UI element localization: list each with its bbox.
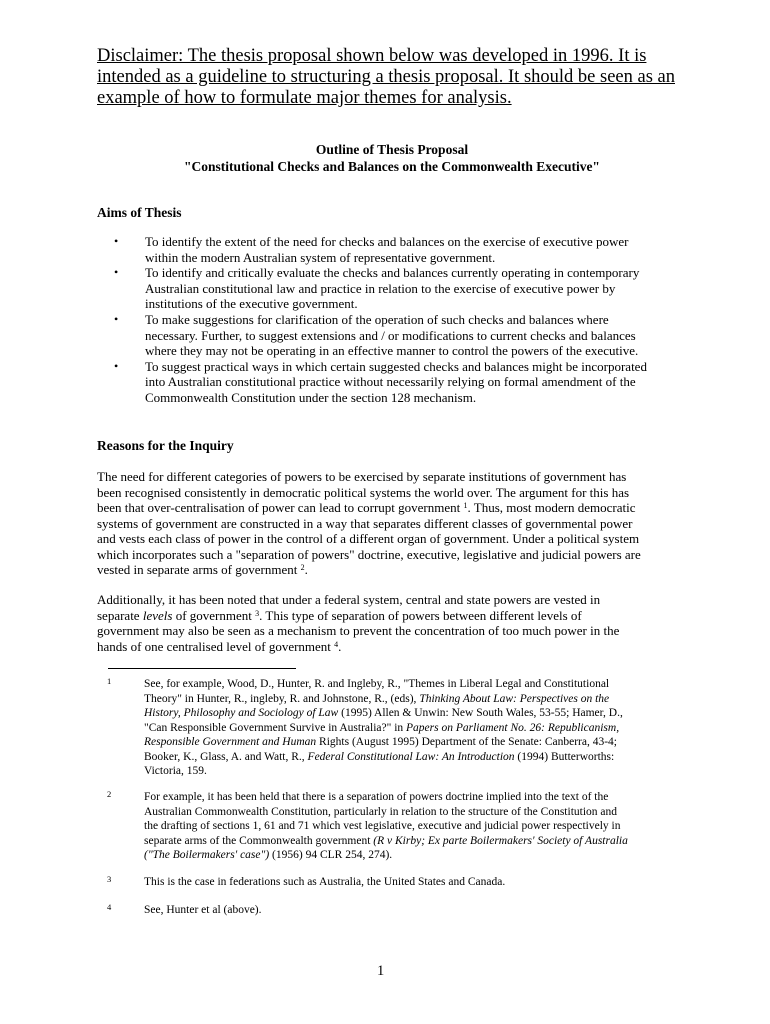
disclaimer-line: example of how to formulate major themes for analysis. <box>97 88 512 108</box>
aim-line: necessary. Further, to suggest extensions and / or modifications to current checks and balances <box>145 327 636 343</box>
footnote-line: Victoria, 159. <box>144 765 207 777</box>
document-title <box>97 141 687 175</box>
disclaimer-line: Disclaimer: The thesis proposal shown below was developed in 1996. It is <box>97 46 647 66</box>
title-line-2: "Constitutional Checks and Balances on the Commonwealth Executive" <box>184 159 600 174</box>
disclaimer <box>97 46 697 109</box>
text-line: been that over-centralisation of power can lead to corrupt government $^1$. Thus, most modern democratic <box>97 500 636 515</box>
footnote-line: Responsible Government and Human Rights (August 1995) Department of the Senate: Canberra, 43-4; <box>144 736 618 748</box>
footnote-separator <box>108 668 296 669</box>
footnote-ref: 2 <box>300 563 305 572</box>
aim-line: where they may not be operating in an effective manner to control the powers of the executive. <box>145 343 639 359</box>
text-line: been recognised consistently in democratic political systems the world over. The argument for this has <box>97 484 630 500</box>
aim-line: institutions of the executive government. <box>145 296 358 312</box>
text-line: vested in separate arms of government $^2$. <box>97 562 308 577</box>
footnote-line: Australian Commonwealth Constitution, particularly in relation to the structure of the Constitution and <box>144 805 618 818</box>
aim-item <box>97 234 707 265</box>
title-line-1: Outline of Thesis Proposal <box>315 142 469 157</box>
bullet-icon: • <box>114 265 119 280</box>
aims-list <box>97 234 707 406</box>
aim-line: To make suggestions for clarification of the operation of such checks and balances where <box>145 311 609 327</box>
disclaimer-line: intended as a guideline to structuring a thesis proposal. It should be seen as an <box>97 67 675 87</box>
text-line: hands of one centralised level of government $^4$. <box>97 638 342 654</box>
aim-line: within the modern Australian system of representative government. <box>145 249 496 265</box>
footnote-line: ("The Boilermakers' case") (1956) 94 CLR 254, 274). <box>144 849 393 861</box>
footnote-mark: 2 <box>107 789 112 799</box>
aim-line: To suggest practical ways in which certain suggested checks and balances might be incorporated <box>145 358 647 374</box>
text-line: Additionally, it has been noted that under a federal system, central and state powers are vested in <box>97 592 601 607</box>
page-number: 1 <box>377 963 385 979</box>
aims-heading: Aims of Thesis <box>97 205 182 220</box>
text-line: The need for different categories of powers to be exercised by separate institutions of government has <box>97 469 627 484</box>
text-line: separate levels of government $^3$. This type of separation of powers between different levels of <box>97 607 582 623</box>
footnote-line: separate arms of the Commonwealth government (R v Kirby; Ex parte Boilermakers' Society of Australia <box>144 834 628 847</box>
reasons-heading: Reasons for the Inquiry <box>97 438 234 453</box>
footnote-line: This is the case in federations such as Australia, the United States and Canada. <box>144 876 506 888</box>
reasons-paragraph-1 <box>97 469 707 578</box>
bullet-icon: • <box>114 234 119 248</box>
footnote-line: See, Hunter et al (above). <box>144 904 262 916</box>
footnote-mark: 1 <box>107 676 112 686</box>
aim-item <box>97 359 707 406</box>
footnote-ref: 4 <box>334 639 339 649</box>
aim-item <box>97 312 707 359</box>
text-line: systems of government are constructed in a way that separates different classes of governmental power <box>97 515 633 531</box>
footnote-ref: 1 <box>463 501 468 510</box>
footnote-line: For example, it has been held that there is a separation of powers doctrine implied into the text of the <box>144 791 609 803</box>
aim-line: Commonwealth Constitution under the section 128 mechanism. <box>145 389 477 405</box>
aim-item <box>97 265 707 312</box>
footnote-ref: 3 <box>255 608 260 618</box>
reasons-paragraph-2 <box>97 592 707 654</box>
footnote-line: See, for example, Wood, D., Hunter, R. and Ingleby, R., "Themes in Liberal Legal and Constitutional <box>144 678 610 690</box>
footnote-line: "Can Responsible Government Survive in Australia?" in Papers on Parliament No. 26: Republicanism, <box>144 721 620 734</box>
text-line: and vests each class of power in the control of a different organ of government. Under a political system <box>97 531 640 546</box>
aim-line: To identify the extent of the need for checks and balances on the exercise of executive power <box>145 234 629 249</box>
footnote-mark: 3 <box>107 874 112 884</box>
aim-line: To identify and critically evaluate the checks and balances currently operating in contemporary <box>145 265 640 281</box>
text-line: which incorporates such a "separation of powers" doctrine, executive, legislative and judicial powers are <box>97 546 641 562</box>
footnote-mark: 4 <box>107 902 112 912</box>
aim-line: Australian constitutional law and practice in relation to the exercise of executive power by <box>145 280 616 296</box>
bullet-icon: • <box>114 311 119 326</box>
footnote-line: Theory" in Hunter, R., ingleby, R. and Johnstone, R., (eds), Thinking About Law: Perspectives on the <box>144 692 610 705</box>
text-line: government may also be seen as a mechanism to prevent the concentration of too much power in the <box>97 623 620 638</box>
footnote-line: Booker, K., Glass, A. and Watt, R., Federal Constitutional Law: An Introduction (1994) Butterworths: <box>144 750 615 763</box>
bullet-icon: • <box>114 358 119 373</box>
footnote-line: the drafting of sections 1, 61 and 71 which vest legislative, executive and judicial power respectively in <box>144 820 621 832</box>
aim-line: into Australian constitutional practice without necessarily relying on formal amendment of the <box>145 374 636 390</box>
footnote-line: History, Philosophy and Sociology of Law (1995) Allen & Unwin: New South Wales, 53-55; Hamer, D., <box>144 707 623 719</box>
